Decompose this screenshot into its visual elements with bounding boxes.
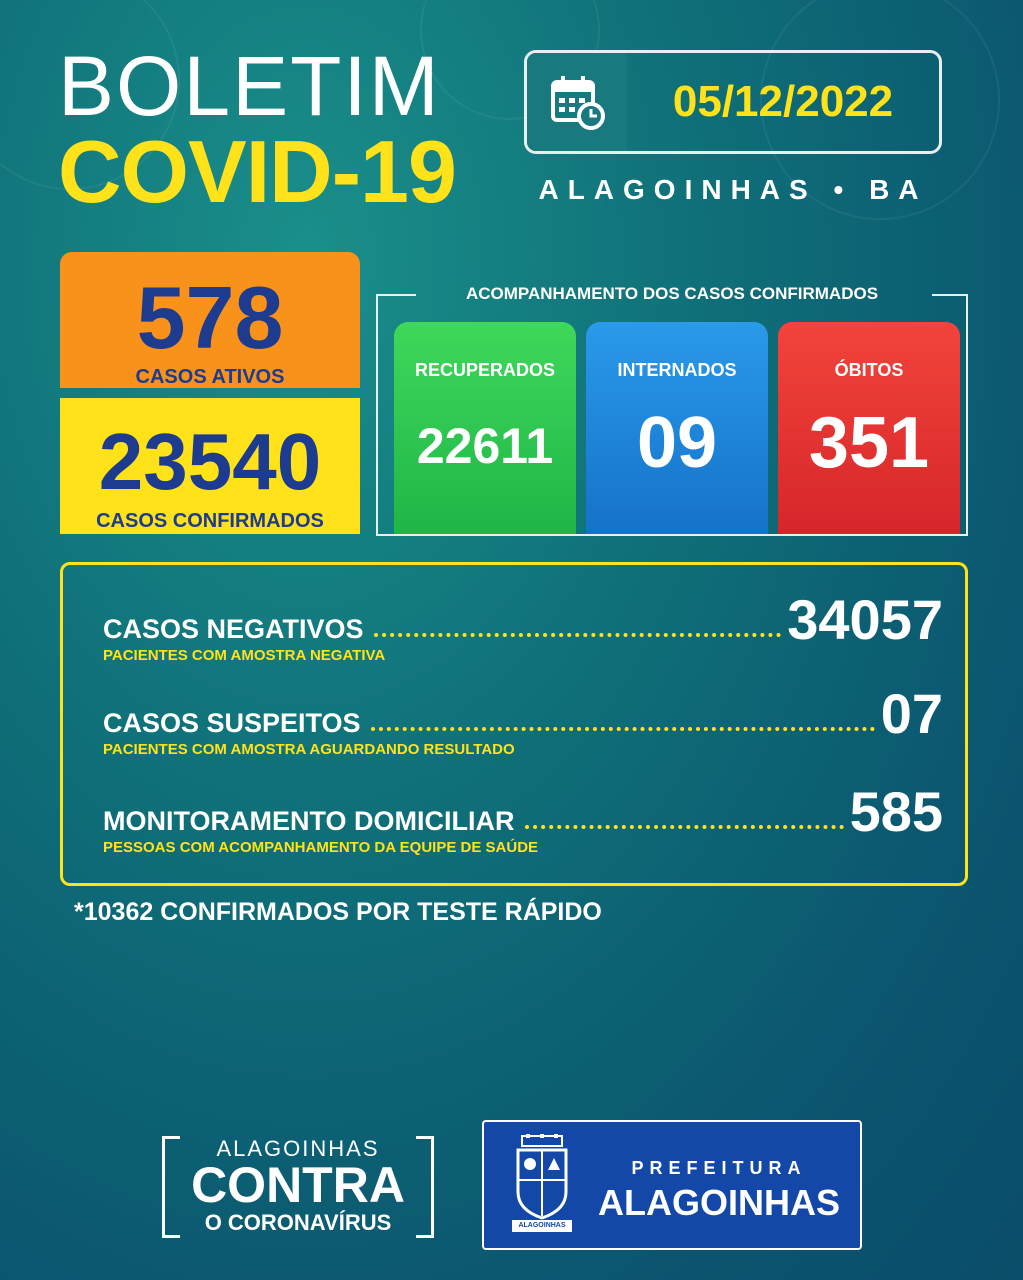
prefeitura-line2: ALAGOINHAS [598, 1182, 840, 1223]
bulletin-title: BOLETIM [58, 39, 441, 133]
campaign-line1: ALAGOINHAS [216, 1136, 380, 1161]
confirmed-cases-label: CASOS CONFIRMADOS [96, 510, 324, 532]
deaths-value: 351 [808, 403, 930, 483]
deaths-card [778, 322, 960, 534]
covid-title: COVID-19 [58, 122, 456, 221]
stats-panel [60, 562, 968, 886]
stat-label: CASOS NEGATIVOS [103, 614, 364, 645]
campaign-line2: CONTRA [191, 1157, 405, 1213]
recovered-card [394, 322, 576, 534]
deaths-label: ÓBITOS [834, 360, 904, 380]
stat-row-home-monitoring [103, 780, 943, 857]
confirmed-cases-value: 23540 [98, 417, 322, 506]
bulletin-date: 05/12/2022 [672, 77, 894, 126]
active-cases-value: 578 [136, 268, 284, 367]
campaign-line3: O CORONAVÍRUS [204, 1210, 392, 1235]
stat-description: PACIENTES COM AMOSTRA AGUARDANDO RESULTADO [103, 741, 515, 759]
stat-row-suspected [103, 682, 943, 759]
stat-row-negative [103, 588, 943, 665]
tracking-title: ACOMPANHAMENTO DOS CASOS CONFIRMADOS [465, 284, 879, 303]
calendar-clock-icon [527, 53, 627, 151]
prefeitura-line1: PREFEITURA [631, 1158, 807, 1178]
location-label: ALAGOINHAS • BA [538, 174, 928, 205]
dotted-leader [374, 633, 782, 637]
stat-description: PESSOAS COM ACOMPANHAMENTO DA EQUIPE DE SAÚDE [103, 839, 539, 857]
stat-value: 585 [849, 780, 943, 843]
crest-banner-text: ALAGOINHAS [518, 1222, 566, 1229]
hospitalized-label: INTERNADOS [617, 360, 737, 380]
stat-label: MONITORAMENTO DOMICILIAR [103, 806, 515, 837]
active-cases-box [60, 252, 360, 388]
recovered-label: RECUPERADOS [414, 360, 556, 380]
stat-label: CASOS SUSPEITOS [103, 708, 361, 739]
prefeitura-logo [482, 1120, 862, 1250]
campaign-logo [162, 1136, 434, 1238]
rapid-test-footnote: *10362 CONFIRMADOS POR TESTE RÁPIDO [74, 898, 602, 926]
dotted-leader [371, 727, 875, 731]
stat-description: PACIENTES COM AMOSTRA NEGATIVA [103, 647, 386, 665]
stat-value: 34057 [787, 588, 943, 651]
date-box [524, 50, 942, 154]
confirmed-cases-box [60, 398, 360, 534]
recovered-value: 22611 [416, 418, 554, 474]
hospitalized-card [586, 322, 768, 534]
hospitalized-value: 09 [636, 403, 718, 483]
dotted-leader [525, 825, 844, 829]
stat-value: 07 [880, 682, 943, 745]
active-cases-label: CASOS ATIVOS [135, 366, 285, 388]
